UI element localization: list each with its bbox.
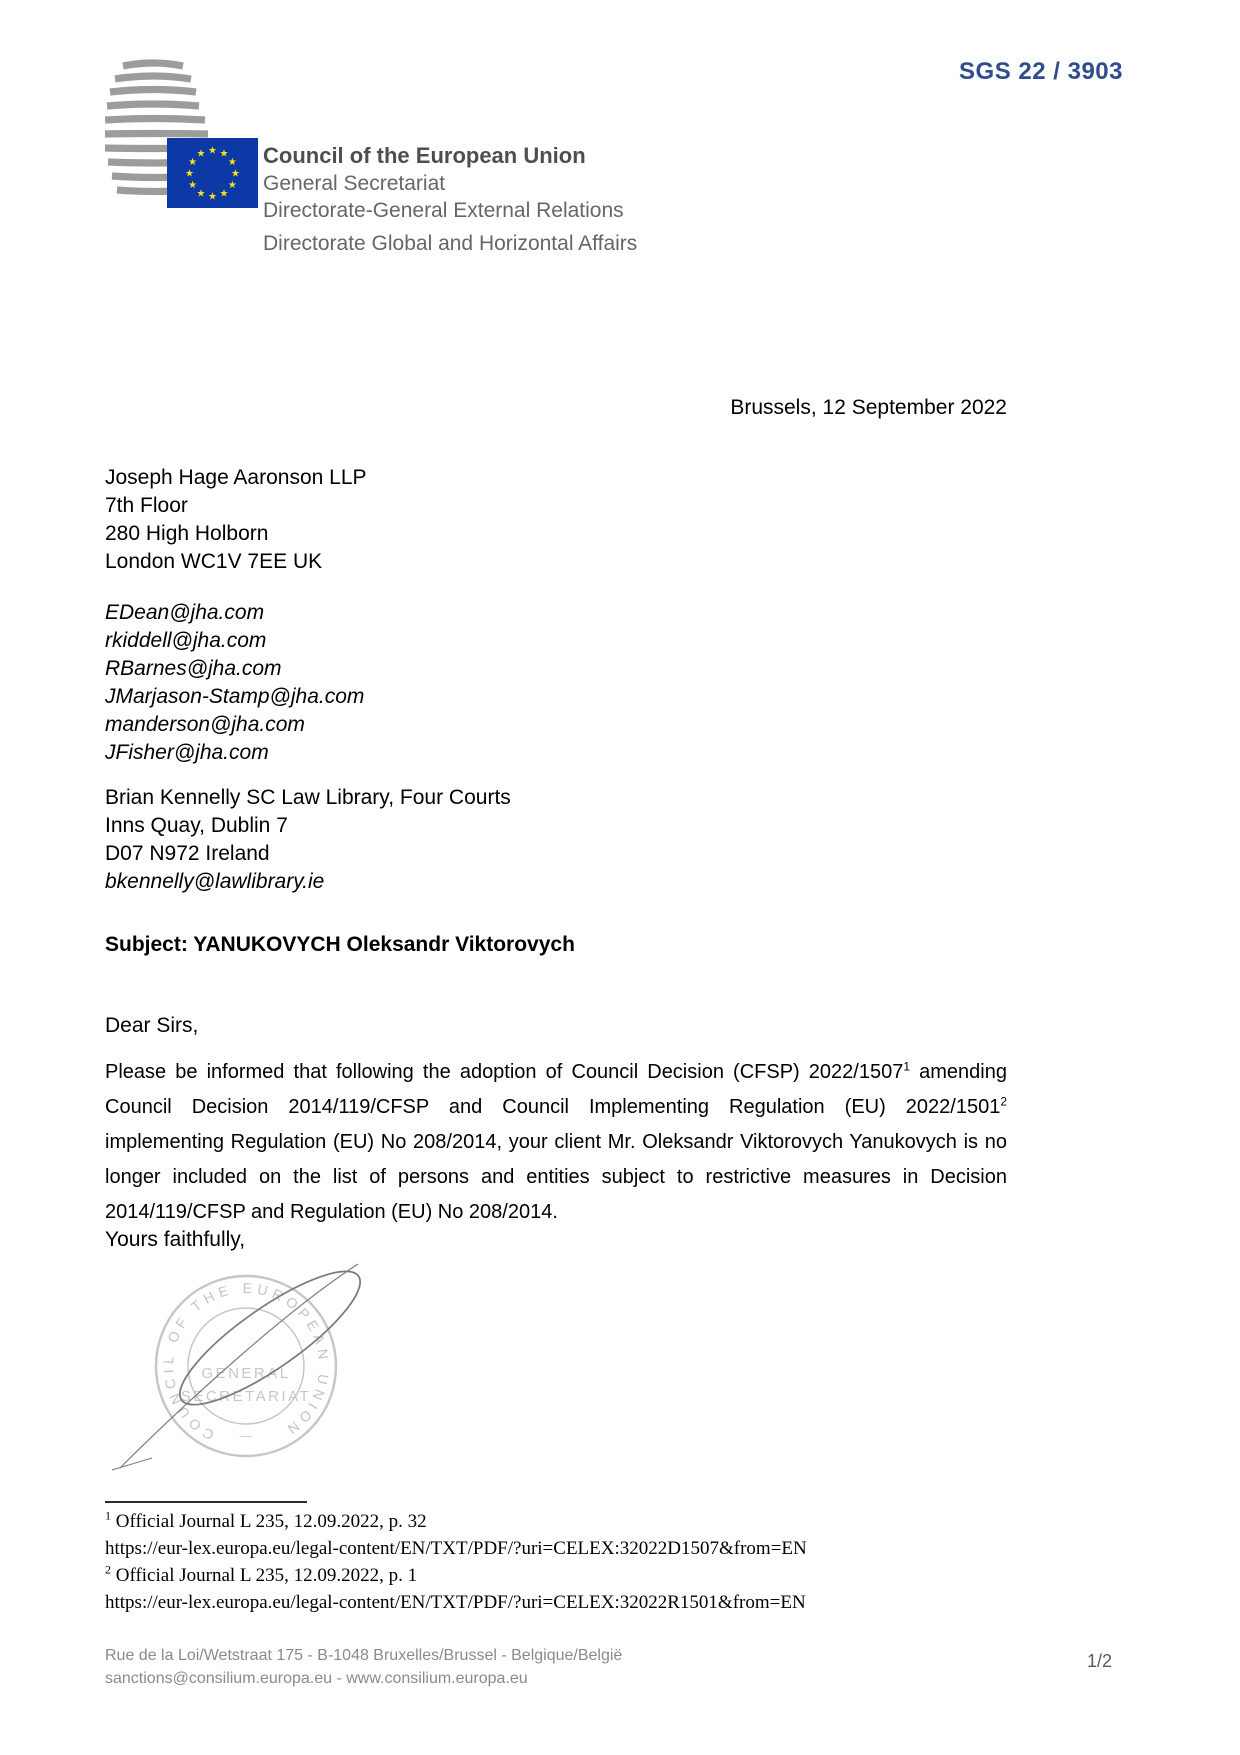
letterhead <box>263 141 637 257</box>
svg-text:★: ★ <box>227 157 237 169</box>
footnote-ref-2: 2 <box>1000 1094 1007 1109</box>
footnote-1-marker: 1 <box>105 1508 111 1523</box>
footnote-separator <box>105 1501 307 1503</box>
recipient-address-line: London WC1V 7EE UK <box>105 550 323 573</box>
footnote-2 <box>105 1562 1015 1589</box>
subject-line: Subject: YANUKOVYCH Oleksandr Viktorovych <box>105 933 575 956</box>
recipient-email: rkiddell@jha.com <box>105 629 267 652</box>
secondary-recipient-line: Inns Quay, Dublin 7 <box>105 814 288 837</box>
body-paragraph <box>105 1055 1007 1230</box>
document-reference: SGS 22 / 3903 <box>959 58 1123 85</box>
recipient-address-line: 280 High Holborn <box>105 522 269 545</box>
svg-text:★: ★ <box>231 168 240 180</box>
salutation: Dear Sirs, <box>105 1014 199 1037</box>
svg-text:★: ★ <box>219 148 229 160</box>
svg-text:COUNCIL OF THE EUROPEAN UNION <box>160 1280 332 1444</box>
footnote-2-text: Official Journal L 235, 12.09.2022, p. 1 <box>115 1565 418 1586</box>
recipient-email: manderson@jha.com <box>105 713 305 736</box>
svg-text:★: ★ <box>208 145 217 157</box>
stamp-center-line1: GENERAL <box>201 1365 291 1382</box>
recipient-email: JFisher@jha.com <box>105 741 269 764</box>
body-text: Please be informed that following the adoption of Council Decision (CFSP) 2022/1507 <box>105 1061 904 1083</box>
spacer <box>105 576 511 599</box>
stamp-ring-text: COUNCIL OF THE EUROPEAN UNION <box>160 1279 333 1444</box>
org-secretariat: General Secretariat <box>263 172 446 195</box>
secondary-recipient-email: bkennelly@lawlibrary.ie <box>105 870 325 893</box>
secondary-recipient-line: Brian Kennelly SC Law Library, Four Courts <box>105 786 511 809</box>
stamp-dash: — <box>239 1428 253 1443</box>
svg-text:★: ★ <box>208 191 217 203</box>
recipient-address-line: Joseph Hage Aaronson LLP <box>105 466 367 489</box>
org-directorate: Directorate Global and Horizontal Affairs <box>263 232 638 255</box>
spacer <box>105 767 511 784</box>
org-name: Council of the European Union <box>263 143 586 168</box>
secondary-recipient-line: D07 N972 Ireland <box>105 842 270 865</box>
closing-line: Yours faithfully, <box>105 1228 246 1251</box>
svg-text:★: ★ <box>196 188 206 200</box>
page-number: 1/2 <box>1086 1651 1112 1671</box>
footnote-1 <box>105 1508 1015 1535</box>
official-stamp-and-signature <box>100 1248 390 1483</box>
stamp-center-line2: SECRETARIAT <box>180 1388 312 1405</box>
body-text: implementing Regulation (EU) No 208/2014, your client Mr. Oleksandr Viktorovych Yanukovych is no longer included on the list of persons and entities subject to restrictive measures in Decision 2014/119/CFSP and Regulation (EU) No 208/2014. <box>105 1131 1007 1223</box>
footnote-2-marker: 2 <box>105 1562 111 1577</box>
footer-contact: sanctions@consilium.europa.eu - www.consilium.europa.eu <box>105 1670 528 1687</box>
recipient-email: EDean@jha.com <box>105 601 265 624</box>
org-directorate-general: Directorate-General External Relations <box>263 199 624 222</box>
footnote-1-url: https://eur-lex.europa.eu/legal-content/EN/TXT/PDF/?uri=CELEX:32022D1507&from=EN <box>105 1538 807 1559</box>
svg-text:★: ★ <box>196 148 206 160</box>
recipient-email: RBarnes@jha.com <box>105 657 282 680</box>
recipient-email: JMarjason-Stamp@jha.com <box>105 685 365 708</box>
body-text: amending Council Decision 2014/119/CFSP and Council Implementing Regulation (EU) 2022/1501 <box>105 1061 1007 1118</box>
footnotes-block <box>105 1508 1015 1616</box>
svg-text:★: ★ <box>188 157 198 169</box>
svg-text:★: ★ <box>188 180 198 192</box>
dateline: Brussels, 12 September 2022 <box>730 396 1007 419</box>
footnote-ref-1: 1 <box>903 1059 911 1074</box>
svg-text:★: ★ <box>219 188 229 200</box>
svg-text:★: ★ <box>227 180 237 192</box>
footnote-2-url: https://eur-lex.europa.eu/legal-content/EN/TXT/PDF/?uri=CELEX:32022R1501&from=EN <box>105 1592 806 1613</box>
recipient-block <box>105 464 511 896</box>
recipient-address-line: 7th Floor <box>105 494 188 517</box>
svg-text:★: ★ <box>185 168 194 180</box>
footer-block <box>105 1644 622 1690</box>
round-stamp-icon <box>156 1276 336 1456</box>
council-eu-logo <box>105 58 260 210</box>
footnote-1-text: Official Journal L 235, 12.09.2022, p. 32 <box>115 1511 427 1532</box>
footer-address: Rue de la Loi/Wetstraat 175 - B-1048 Bruxelles/Brussel - Belgique/België <box>105 1647 623 1664</box>
eu-flag-icon <box>167 138 258 208</box>
